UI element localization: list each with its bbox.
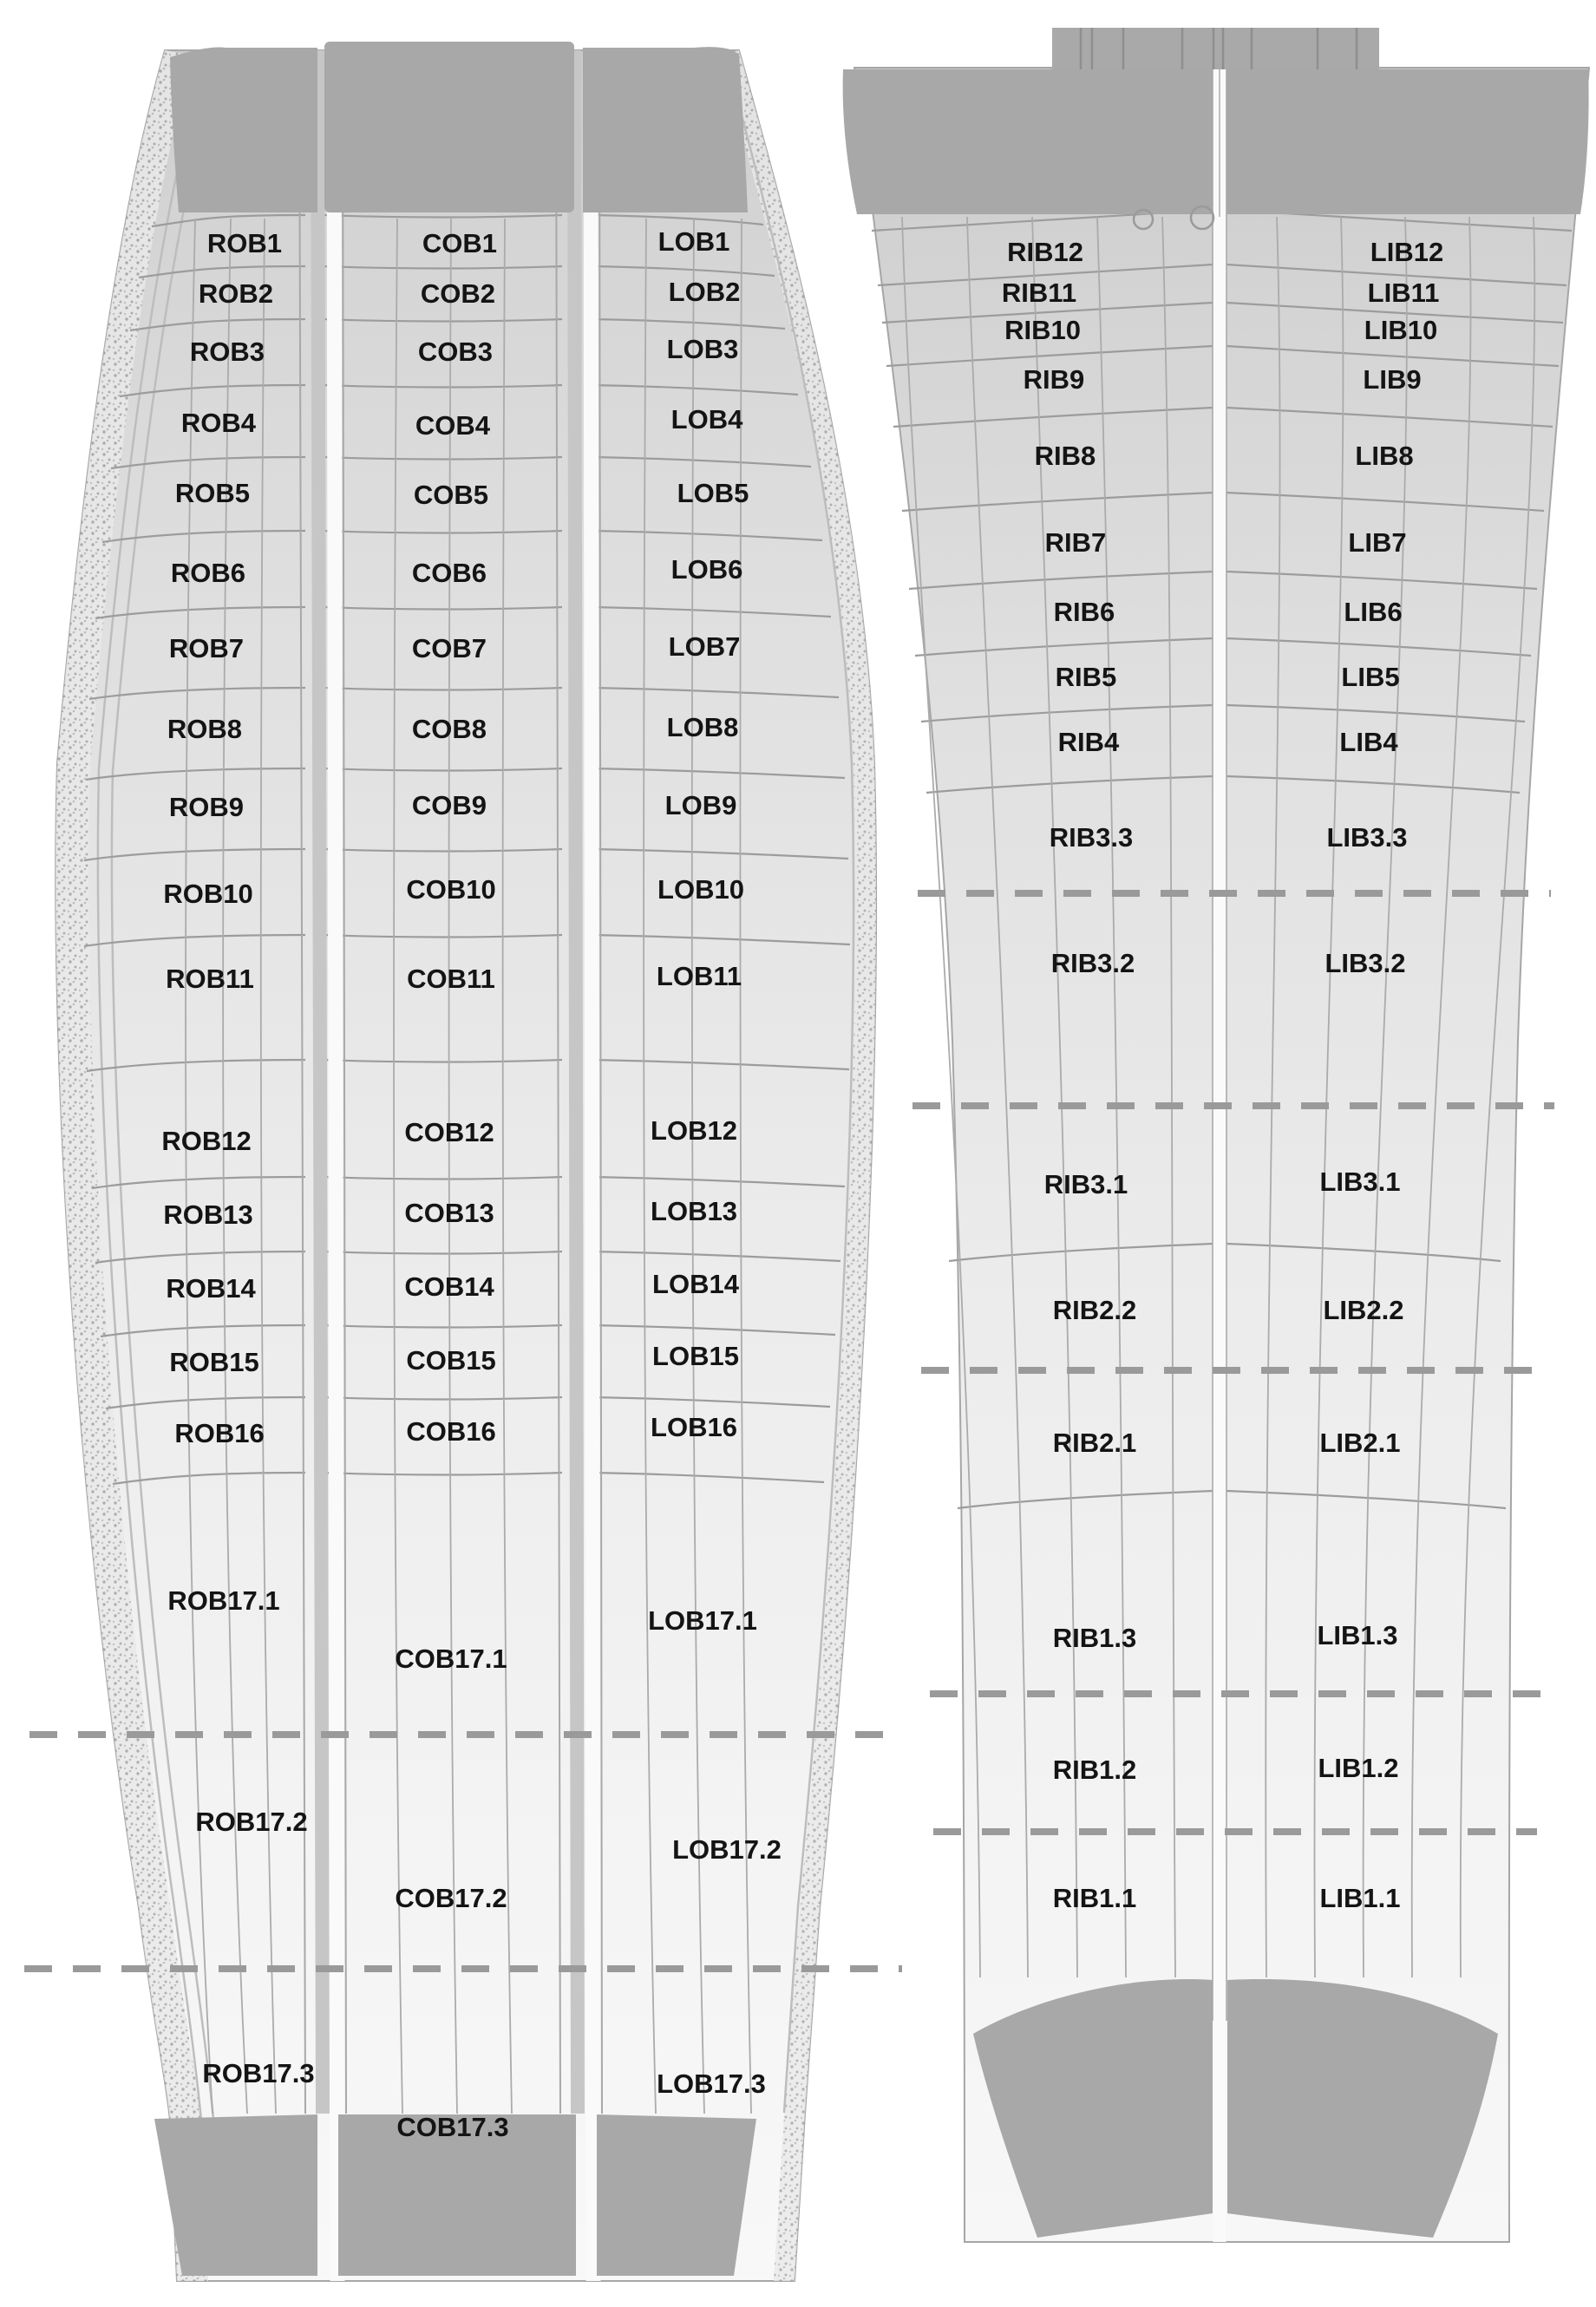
zone-label-rib8: RIB8 xyxy=(1034,440,1096,471)
zone-label-lob1: LOB1 xyxy=(657,225,730,257)
zone-label-rib2-2: RIB2.2 xyxy=(1052,1294,1137,1325)
zone-label-rib2-1: RIB2.1 xyxy=(1052,1427,1137,1458)
zone-label-lib3-1: LIB3.1 xyxy=(1319,1166,1401,1197)
zone-label-lib9: LIB9 xyxy=(1363,363,1422,395)
left-foot-lob xyxy=(597,2114,756,2276)
zone-label-lob15: LOB15 xyxy=(652,1340,739,1371)
zone-label-rob5: ROB5 xyxy=(174,477,251,508)
zone-label-lib3-3: LIB3.3 xyxy=(1326,821,1408,853)
zone-label-lob17-1: LOB17.1 xyxy=(648,1604,757,1636)
zone-label-lob17-2: LOB17.2 xyxy=(672,1833,782,1865)
zone-label-cob16: COB16 xyxy=(406,1415,496,1447)
zone-label-rib3-1: RIB3.1 xyxy=(1043,1168,1128,1199)
zone-label-rib1-1: RIB1.1 xyxy=(1052,1882,1137,1913)
zone-label-cob7: COB7 xyxy=(411,632,487,663)
zone-label-rob4: ROB4 xyxy=(180,407,257,438)
zone-label-rob17-3: ROB17.3 xyxy=(202,2057,315,2088)
zone-label-lib1-3: LIB1.3 xyxy=(1317,1619,1398,1650)
zone-label-lib2-1: LIB2.1 xyxy=(1319,1427,1401,1458)
zone-label-lob7: LOB7 xyxy=(668,631,741,662)
zone-label-rib12: RIB12 xyxy=(1007,236,1083,267)
zone-label-rob7: ROB7 xyxy=(168,632,245,663)
zone-label-rob14: ROB14 xyxy=(166,1272,256,1304)
zone-label-rib10: RIB10 xyxy=(1004,314,1081,345)
zone-label-rob2: ROB2 xyxy=(198,278,274,309)
left-top-cap-lob xyxy=(583,47,748,212)
zone-label-rib3-3: RIB3.3 xyxy=(1049,821,1134,853)
right-structure xyxy=(843,28,1589,2242)
zone-label-lib3-2: LIB3.2 xyxy=(1325,947,1406,978)
zone-label-rob9: ROB9 xyxy=(168,791,245,822)
zone-label-cob14: COB14 xyxy=(404,1271,494,1302)
zone-label-rob8: ROB8 xyxy=(167,713,243,744)
zone-label-rob6: ROB6 xyxy=(170,557,246,588)
zone-label-lib4: LIB4 xyxy=(1339,726,1398,757)
zone-label-cob2: COB2 xyxy=(420,278,496,309)
zone-label-lib12: LIB12 xyxy=(1370,236,1444,267)
zone-label-cob13: COB13 xyxy=(404,1197,494,1228)
zone-label-lib11: LIB11 xyxy=(1367,277,1440,308)
zone-label-lib1-2: LIB1.2 xyxy=(1318,1752,1399,1783)
zone-label-lob6: LOB6 xyxy=(670,553,743,585)
zone-label-cob5: COB5 xyxy=(413,479,489,510)
zone-label-cob8: COB8 xyxy=(411,713,487,744)
zone-label-rob16: ROB16 xyxy=(174,1417,265,1448)
zone-label-cob4: COB4 xyxy=(415,409,491,441)
zone-label-lib7: LIB7 xyxy=(1348,526,1407,558)
zone-label-lob11: LOB11 xyxy=(656,960,742,991)
center-divider xyxy=(1213,69,1226,2242)
zone-label-lob9: LOB9 xyxy=(664,789,737,820)
zone-label-lib8: LIB8 xyxy=(1355,440,1414,471)
zone-label-rib3-2: RIB3.2 xyxy=(1050,947,1135,978)
zone-label-rib5: RIB5 xyxy=(1055,661,1117,692)
zone-label-cob17-3: COB17.3 xyxy=(396,2111,509,2142)
zone-label-lib10: LIB10 xyxy=(1364,314,1438,345)
zone-label-rob10: ROB10 xyxy=(163,878,253,909)
zone-label-lob3: LOB3 xyxy=(666,333,739,364)
zone-label-rob12: ROB12 xyxy=(161,1125,252,1156)
zone-label-cob10: COB10 xyxy=(406,873,496,905)
zone-label-cob3: COB3 xyxy=(417,336,494,367)
zone-label-rib6: RIB6 xyxy=(1053,596,1115,627)
left-top-cap-cob xyxy=(324,42,574,212)
zone-label-cob17-2: COB17.2 xyxy=(395,1882,507,1913)
zone-label-rib4: RIB4 xyxy=(1057,726,1120,757)
root-connector xyxy=(1052,28,1379,71)
right-top-cap-lib xyxy=(1226,69,1589,214)
zone-label-lob16: LOB16 xyxy=(651,1411,737,1442)
zone-label-rib7: RIB7 xyxy=(1044,526,1107,558)
zone-label-lob17-3: LOB17.3 xyxy=(657,2068,766,2099)
left-top-cap-rob xyxy=(170,47,317,212)
zone-label-lib5: LIB5 xyxy=(1341,661,1400,692)
zone-label-cob6: COB6 xyxy=(411,557,487,588)
zone-label-lob12: LOB12 xyxy=(651,1114,737,1146)
zone-label-lib1-1: LIB1.1 xyxy=(1319,1882,1401,1913)
left-foot-rob xyxy=(154,2114,317,2276)
zone-label-cob17-1: COB17.1 xyxy=(395,1643,507,1674)
zone-label-lob2: LOB2 xyxy=(668,276,741,307)
zone-label-lib6: LIB6 xyxy=(1344,596,1403,627)
zone-label-rob13: ROB13 xyxy=(163,1199,253,1230)
zone-label-lob4: LOB4 xyxy=(670,403,743,435)
zone-label-rob3: ROB3 xyxy=(189,336,265,367)
zone-label-cob11: COB11 xyxy=(407,963,495,994)
zone-label-cob15: COB15 xyxy=(406,1344,496,1376)
zone-label-rib9: RIB9 xyxy=(1023,363,1085,395)
zone-label-rib1-2: RIB1.2 xyxy=(1052,1754,1137,1785)
zone-label-lob5: LOB5 xyxy=(677,477,749,508)
zone-label-rob17-2: ROB17.2 xyxy=(195,1806,308,1837)
zone-label-rob1: ROB1 xyxy=(206,227,283,258)
zone-label-lob10: LOB10 xyxy=(657,873,744,905)
zone-label-lob14: LOB14 xyxy=(652,1268,739,1299)
zone-label-cob9: COB9 xyxy=(411,789,487,820)
right-top-cap-rib xyxy=(843,69,1213,214)
zone-label-cob1: COB1 xyxy=(422,227,498,258)
zone-label-rob15: ROB15 xyxy=(169,1346,259,1377)
zone-label-lib2-2: LIB2.2 xyxy=(1323,1294,1404,1325)
zone-label-rob11: ROB11 xyxy=(166,963,254,994)
zone-label-rob17-1: ROB17.1 xyxy=(167,1585,280,1616)
zone-label-lob13: LOB13 xyxy=(651,1195,737,1226)
zone-label-rib11: RIB11 xyxy=(1001,277,1077,308)
zone-label-cob12: COB12 xyxy=(404,1116,494,1147)
zone-label-lob8: LOB8 xyxy=(666,711,739,742)
zone-label-rib1-3: RIB1.3 xyxy=(1052,1622,1137,1653)
left-structure xyxy=(24,42,904,2281)
